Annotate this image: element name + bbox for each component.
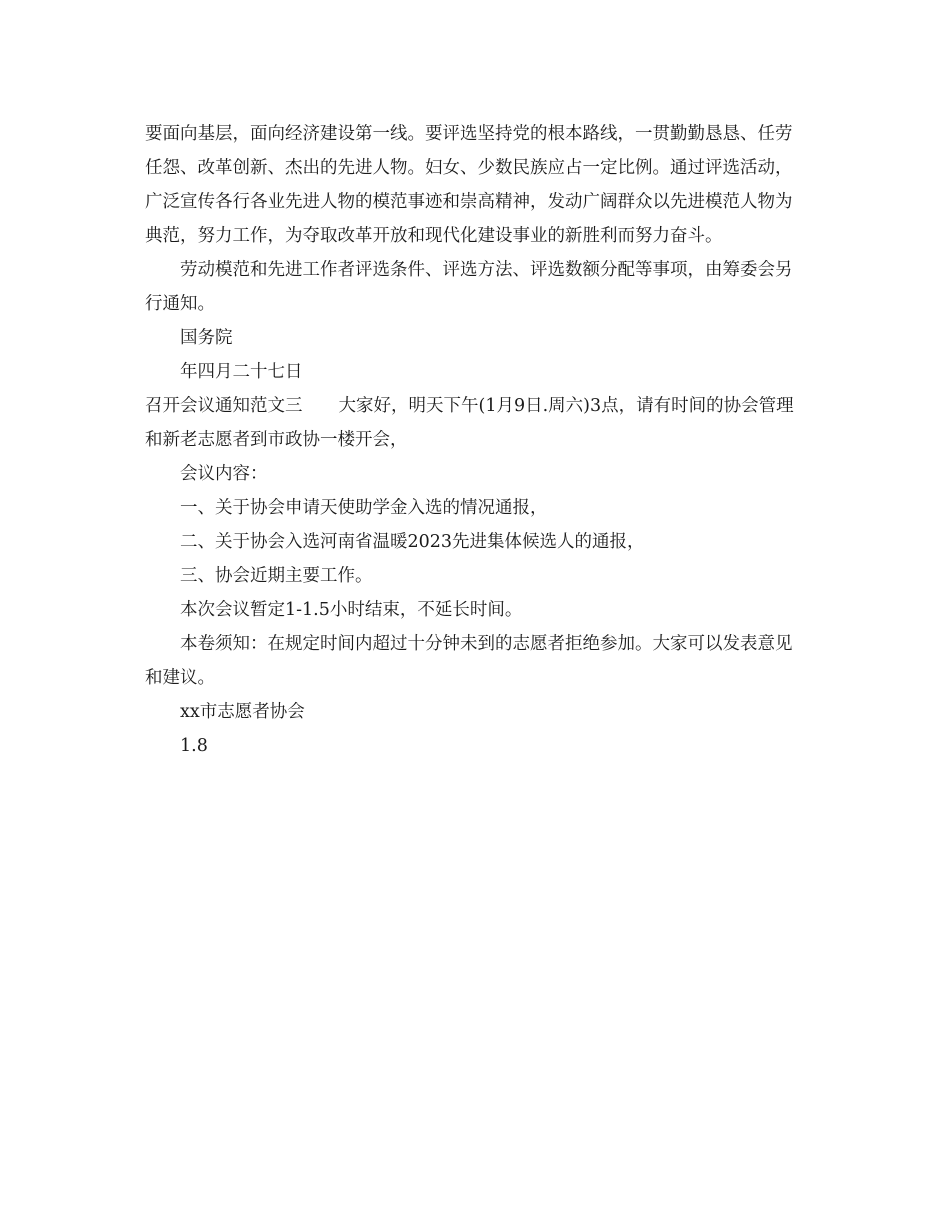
signature-date: 年四月二十七日	[180, 362, 303, 382]
agenda-item-1: 一、关于协会申请天使助学金入选的情况通报，	[180, 498, 548, 518]
section-heading: 召开会议通知范文三	[145, 396, 303, 416]
meeting-content-label: 会议内容：	[180, 464, 268, 484]
document-body	[145, 117, 805, 763]
agenda-item-2: 二、关于协会入选河南省温暖2023先进集体候选人的通报，	[180, 532, 645, 552]
paragraph-meeting-intro	[145, 389, 805, 457]
signature-organization: xx市志愿者协会	[180, 702, 305, 722]
signature-issuer: 国务院	[180, 328, 233, 348]
meeting-rules: 本卷须知：在规定时间内超过十分钟未到的志愿者拒绝参加。大家可以发表意见和建议。	[145, 634, 793, 688]
signature-meeting-date: 1.8	[180, 736, 208, 756]
meeting-intro-text: 大家好，明天下午(1月9日.周六)3点，请有时间的协会管理和新老志愿者到市政协一楼开会，	[145, 396, 794, 450]
meeting-duration: 本次会议暂定1-1.5小时结束，不延长时间。	[180, 600, 523, 620]
paragraph-selection-requirements: 要面向基层，面向经济建设第一线。要评选坚持党的根本路线，一贯勤勤恳恳、任劳任怨、改革创新、杰出的先进人物。妇女、少数民族应占一定比例。通过评选活动，广泛宣传各行各业先进人物的模范事迹和崇高精神，发动广阔群众以先进模范人物为典范，努力工作，为夺取改革开放和现代化建设事业的新胜利而努力奋斗。	[145, 124, 793, 246]
paragraph-selection-notice: 劳动模范和先进工作者评选条件、评选方法、评选数额分配等事项，由筹委会另行通知。	[145, 260, 793, 314]
agenda-item-3: 三、协会近期主要工作。	[180, 566, 373, 586]
